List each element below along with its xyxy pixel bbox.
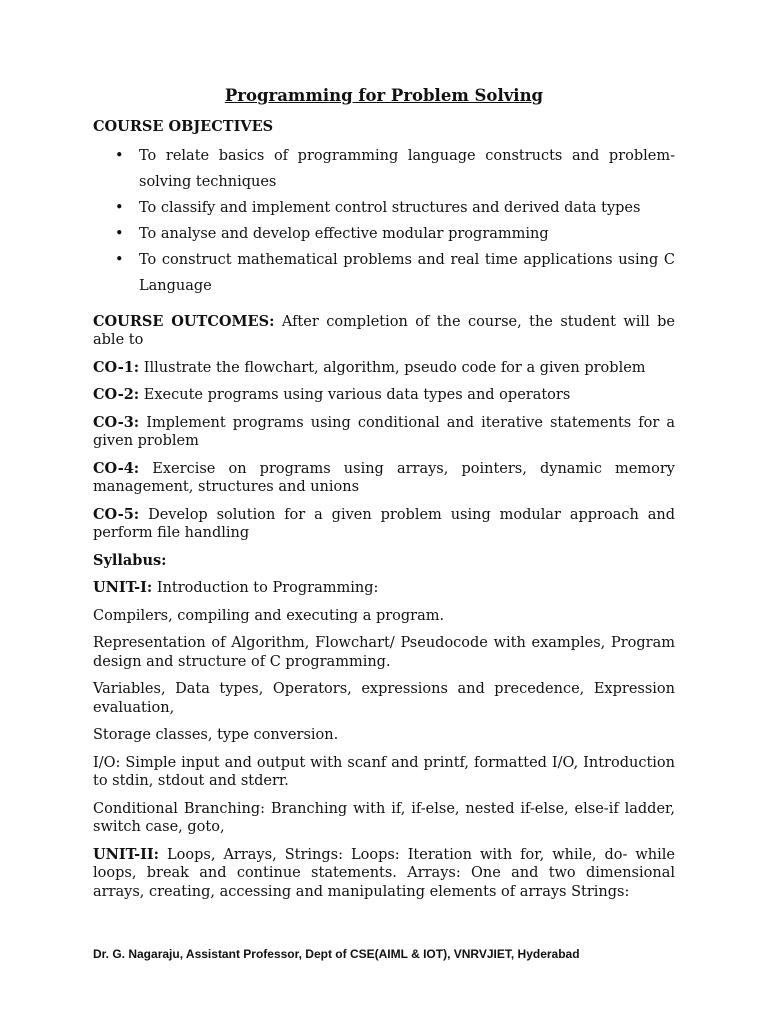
document-title: Programming for Problem Solving bbox=[224, 86, 544, 105]
objective-text: To classify and implement control structures and derived data types bbox=[139, 199, 641, 216]
course-outcomes-intro bbox=[93, 313, 675, 350]
objective-item bbox=[93, 195, 675, 221]
outcome-co4 bbox=[93, 460, 675, 497]
outcome-label: CO-4: bbox=[93, 459, 140, 477]
objectives-list bbox=[93, 143, 675, 299]
unit2-label: UNIT-II: bbox=[93, 845, 160, 863]
outcome-co3 bbox=[93, 414, 675, 451]
outcome-co1 bbox=[93, 359, 675, 378]
outcome-text: Execute programs using various data types and operators bbox=[139, 387, 571, 403]
objective-text: To construct mathematical problems and real time applications using C Language bbox=[139, 251, 675, 294]
course-outcomes-text: After completion of the course, the student will be able to bbox=[93, 313, 675, 348]
unit1-label: UNIT-I: bbox=[93, 579, 153, 596]
objective-text: To relate basics of programming language constructs and problem-solving techniques bbox=[139, 147, 675, 190]
unit2-paragraph bbox=[93, 846, 675, 902]
unit1-paragraph: Storage classes, type conversion. bbox=[93, 727, 339, 743]
unit1-heading bbox=[93, 579, 675, 598]
outcome-label: CO-3: bbox=[93, 413, 140, 431]
objective-item bbox=[93, 221, 675, 247]
unit1-paragraph: Representation of Algorithm, Flowchart/ Pseudocode with examples, Program design and structure of C programming. bbox=[93, 635, 675, 670]
unit1-paragraph: Variables, Data types, Operators, expressions and precedence, Expression evaluation, bbox=[93, 681, 675, 716]
outcome-label: CO-1: bbox=[93, 358, 140, 376]
objective-text: To analyse and develop effective modular programming bbox=[139, 225, 549, 242]
page-footer: Dr. G. Nagaraju, Assistant Professor, Dept of CSE(AIML & IOT), VNRVJIET, Hyderabad bbox=[93, 947, 580, 961]
spacer bbox=[93, 299, 675, 313]
outcome-co5 bbox=[93, 506, 675, 543]
bullet-icon: • bbox=[115, 199, 124, 216]
outcome-co2 bbox=[93, 386, 675, 405]
unit1-paragraph: I/O: Simple input and output with scanf and printf, formatted I/O, Introduction to stdin, stdout and stderr. bbox=[93, 754, 675, 789]
syllabus-heading-text: Syllabus: bbox=[93, 551, 167, 569]
outcome-text: Implement programs using conditional and iterative statements for a given problem bbox=[93, 414, 675, 449]
unit2-text: Loops, Arrays, Strings: Loops: Iteration with for, while, do- while loops, break and continue statements. Arrays: One and two dimensional arrays, creating, accessing and manipulating elements of arrays Strings: bbox=[93, 846, 675, 900]
outcome-label: CO-5: bbox=[93, 505, 140, 523]
outcome-text: Exercise on programs using arrays, pointers, dynamic memory management, structures and unions bbox=[93, 460, 675, 495]
outcome-label: CO-2: bbox=[93, 386, 140, 403]
syllabus-heading bbox=[93, 552, 675, 571]
objective-item bbox=[93, 247, 675, 299]
unit1-paragraph: Conditional Branching: Branching with if, if-else, nested if-else, else-if ladder, switch case, goto, bbox=[93, 800, 675, 835]
bullet-icon: • bbox=[115, 251, 124, 268]
bullet-icon: • bbox=[115, 225, 124, 242]
objective-item bbox=[93, 143, 675, 195]
document-body bbox=[93, 118, 675, 910]
outcome-text: Develop solution for a given problem using modular approach and perform file handling bbox=[93, 506, 675, 541]
outcome-text: Illustrate the flowchart, algorithm, pseudo code for a given problem bbox=[139, 359, 646, 376]
unit1-paragraph: Compilers, compiling and executing a program. bbox=[93, 607, 445, 624]
unit1-title: Introduction to Programming: bbox=[152, 580, 379, 596]
course-objectives-heading: COURSE OBJECTIVES bbox=[93, 118, 274, 135]
bullet-icon: • bbox=[115, 147, 124, 164]
course-outcomes-label: COURSE OUTCOMES: bbox=[93, 312, 275, 330]
